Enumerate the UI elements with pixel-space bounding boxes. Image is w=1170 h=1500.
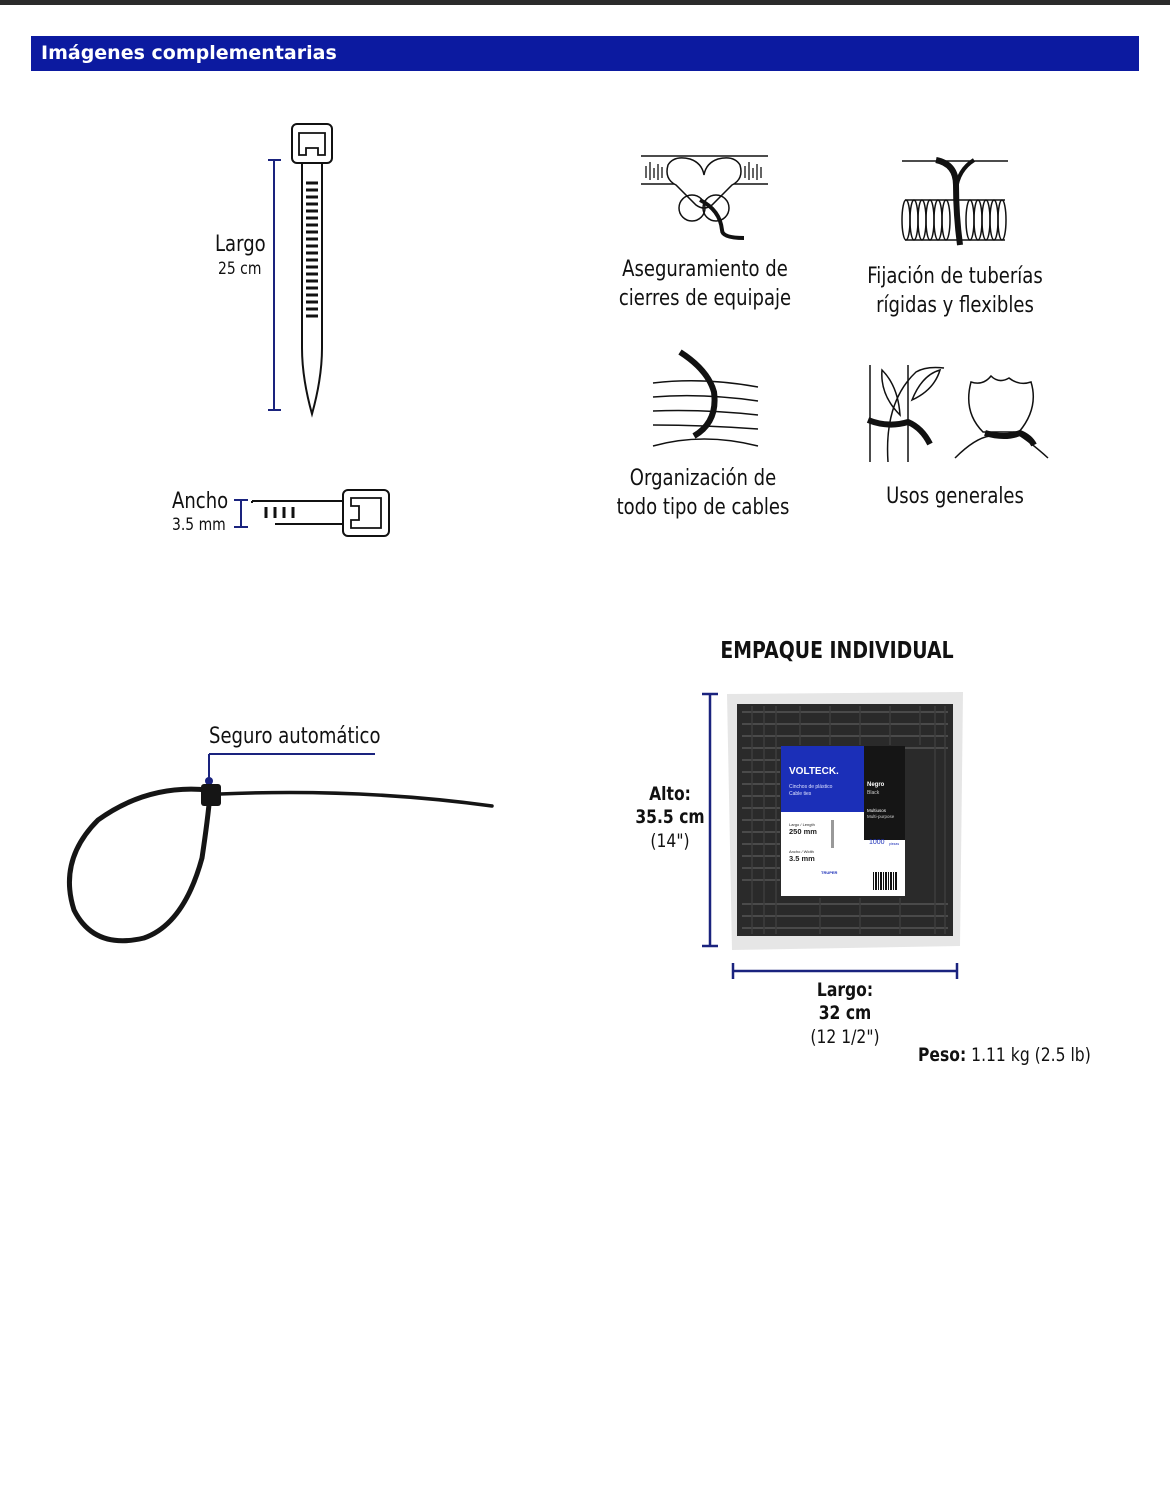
label-color-en: Black: [867, 790, 880, 796]
caption-line: Usos generales: [886, 484, 1024, 509]
length-label: Largo: [215, 232, 266, 257]
package-height-inches: (14"): [650, 830, 690, 852]
package-weight-label: Peso:: [918, 1044, 967, 1066]
package-height-label: Alto:: [649, 783, 691, 805]
length-value: 25 cm: [218, 259, 262, 279]
label-tie-graphic: [831, 820, 834, 848]
label-quantity-unit: piezas: [889, 842, 900, 846]
caption-line: Fijación de tuberías: [867, 264, 1043, 289]
label-color-es: Negro: [867, 782, 885, 788]
package-length-value: 32 cm: [818, 1002, 872, 1024]
package-weight-value: 1.11 kg (2.5 lb): [971, 1044, 1091, 1066]
caption-line: Organización de: [629, 466, 777, 491]
section-header: Imágenes complementarias: [31, 36, 1139, 71]
width-value: 3.5 mm: [172, 515, 226, 535]
label-product-en: Cable ties: [789, 791, 812, 797]
label-maker: TRUPER: [821, 870, 838, 875]
label-length-mm: 250 mm: [789, 827, 817, 836]
caption-line: cierres de equipaje: [618, 286, 792, 311]
label-width-small: Ancho / Width: [789, 849, 814, 854]
width-label: Ancho: [172, 489, 229, 514]
label-quantity: 1000: [869, 839, 885, 846]
caption-line: Aseguramiento de: [622, 257, 788, 282]
package-weight: [918, 1044, 1091, 1066]
barcode-icon: [873, 872, 897, 890]
package-height-value: 35.5 cm: [635, 806, 705, 828]
package-length-line: [733, 963, 957, 979]
auto-lock-label: Seguro automático: [209, 724, 381, 749]
label-width-mm: 3.5 mm: [789, 854, 815, 863]
caption-line: rígidas y flexibles: [876, 293, 1034, 318]
package-bag-label: [781, 746, 905, 896]
label-product-es: Cinchos de plástico: [789, 784, 833, 790]
caption-line: todo tipo de cables: [616, 495, 790, 520]
label-brand: VOLTECK.: [789, 766, 839, 777]
label-use-es: Multiusos: [867, 808, 887, 813]
package-length-inches: (12 1/2"): [810, 1026, 880, 1048]
package-title: EMPAQUE INDIVIDUAL: [720, 638, 954, 664]
label-length-small: Largo / Length: [789, 822, 815, 827]
package-length-label: Largo:: [816, 979, 874, 1001]
label-use-en: Multi-purpose: [867, 814, 895, 819]
label-brand-panel: [781, 746, 864, 812]
